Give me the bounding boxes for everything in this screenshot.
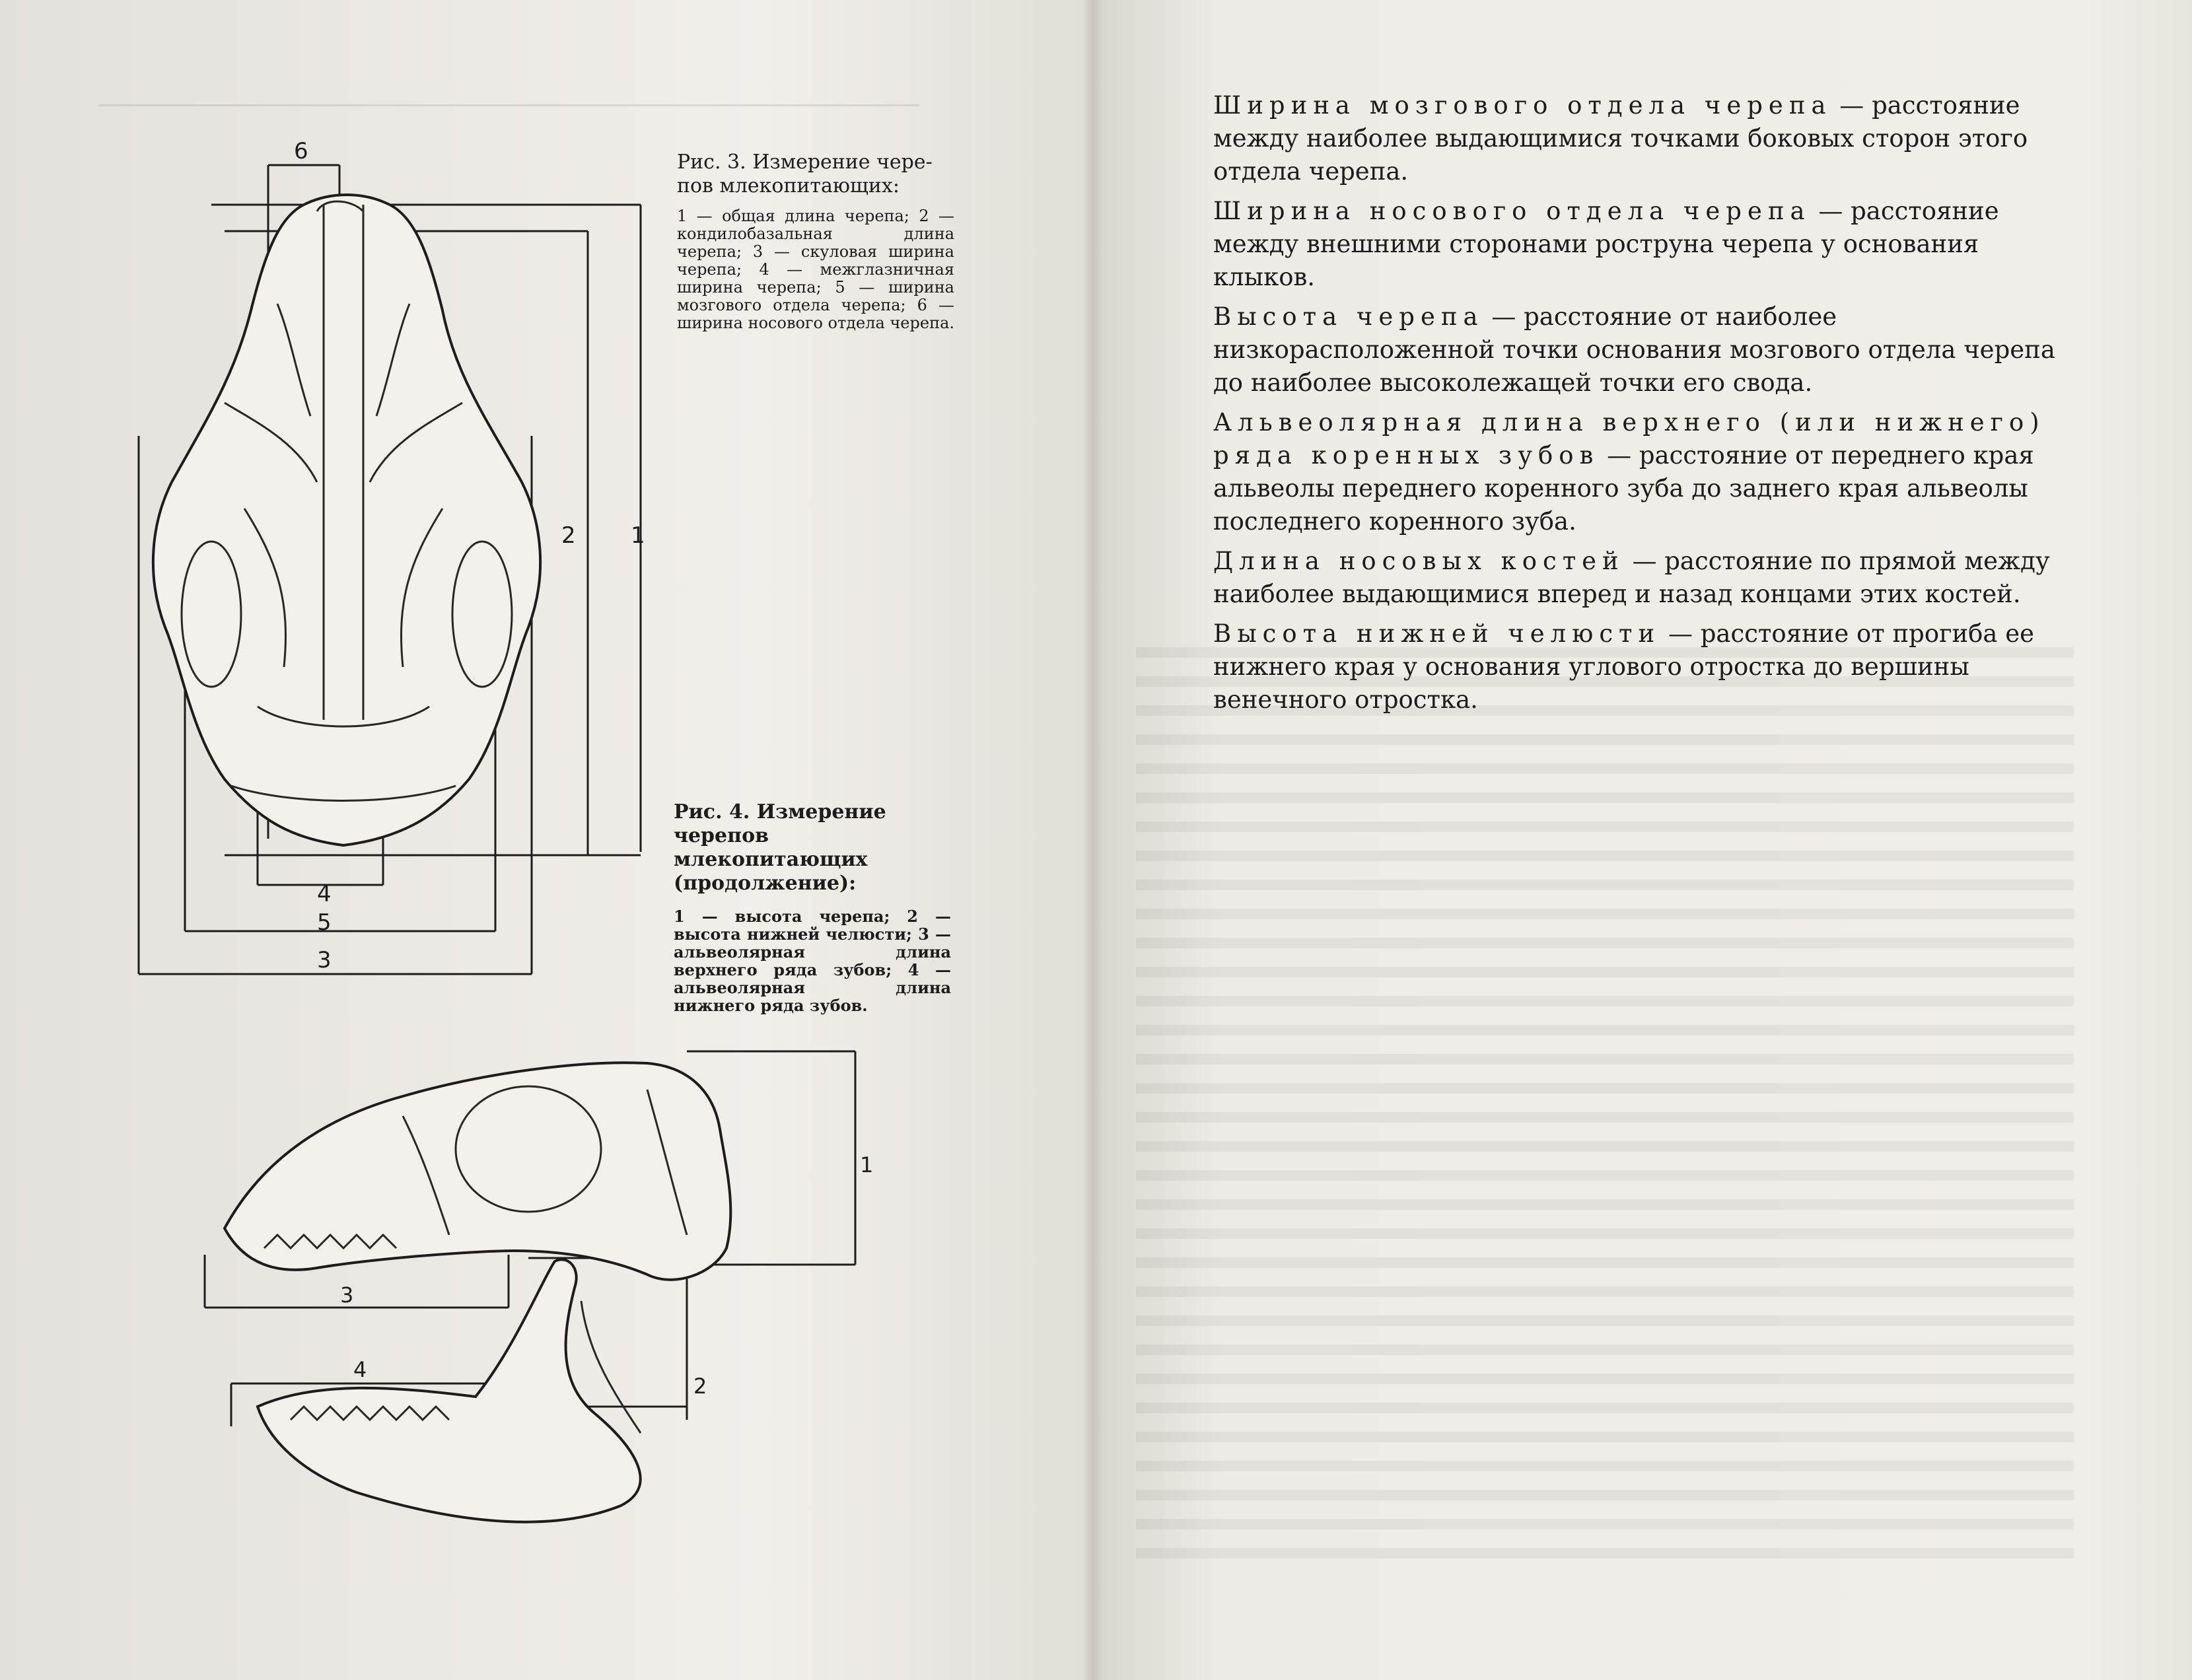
figure-3-caption-title: Рис. 3. Измерение чере-пов млекопитающих:	[677, 151, 933, 197]
fig4-label-2: 2	[693, 1374, 707, 1399]
paragraph-brain-width: Ширина мозгового отдела черепа — расстояние между наиболее выдающимися точками боковых сторон этого отдела черепа.	[1213, 91, 2028, 186]
fig3-label-4: 4	[317, 881, 332, 907]
paragraph-nasal-bones-length: Длина носовых костей — расстояние по прямой между наиболее выдающимися вперед и назад концами этих костей.	[1213, 547, 2050, 608]
figure-4-skull-lateral	[185, 1037, 885, 1565]
figure-3-caption-body: 1 — общая длина черепа; 2 — кондилобазальная длина черепа; 3 — скуловая ширина черепа; 4 — межглазничная ширина черепа; 5 — ширина мозгового отдела черепа; 6 — ширина носового отдела черепа.	[677, 207, 955, 332]
bleed-through-right	[1136, 647, 2074, 1572]
fig3-label-1: 1	[631, 522, 645, 549]
figure-4-caption-title: Рис. 4. Измерение черепов млекопитающих (продолжение):	[674, 800, 886, 895]
figure-4-caption	[674, 800, 951, 1014]
paragraph-nasal-width: Ширина носового отдела черепа — расстояние между внешними сторонами роструна черепа у основания клыков.	[1213, 197, 1999, 291]
book-gutter	[1083, 0, 1103, 1680]
paragraph-alveolar-length: Альвеолярная длина верхнего (или нижнего) ряда коренных зубов — расстояние от переднего края альвеолы переднего коренного зуба до заднего края альвеолы последнего коренного зуба.	[1213, 408, 2045, 536]
figure-4-caption-body: 1 — высота черепа; 2 — высота нижней челюсти; 3 — альвеолярная длина верхнего ряда зубов; 4 — альвеолярная длина нижнего ряда зубов.	[674, 907, 951, 1015]
fig4-label-1: 1	[860, 1152, 874, 1177]
fig3-label-5: 5	[317, 909, 332, 936]
bleed-through-left	[99, 92, 1010, 135]
figure-3-caption	[677, 151, 954, 332]
fig3-label-2: 2	[561, 522, 576, 549]
figure-3-skull-dorsal	[125, 139, 680, 984]
right-page-text	[1213, 89, 2078, 723]
paragraph-mandible-height: Высота нижней челюсти — расстояние от прогиба ее нижнего края у основания углового отростка до вершины венечного отростка.	[1213, 619, 2035, 714]
paragraph-skull-height: Высота черепа — расстояние от наиболее низкорасположенной точки основания мозгового отдела черепа до наиболее высоколежащей точки его свода.	[1213, 302, 2055, 397]
fig4-label-4: 4	[353, 1357, 367, 1382]
fig3-label-6: 6	[294, 139, 308, 164]
fig4-label-3: 3	[340, 1282, 354, 1308]
fig3-label-3: 3	[317, 947, 332, 973]
